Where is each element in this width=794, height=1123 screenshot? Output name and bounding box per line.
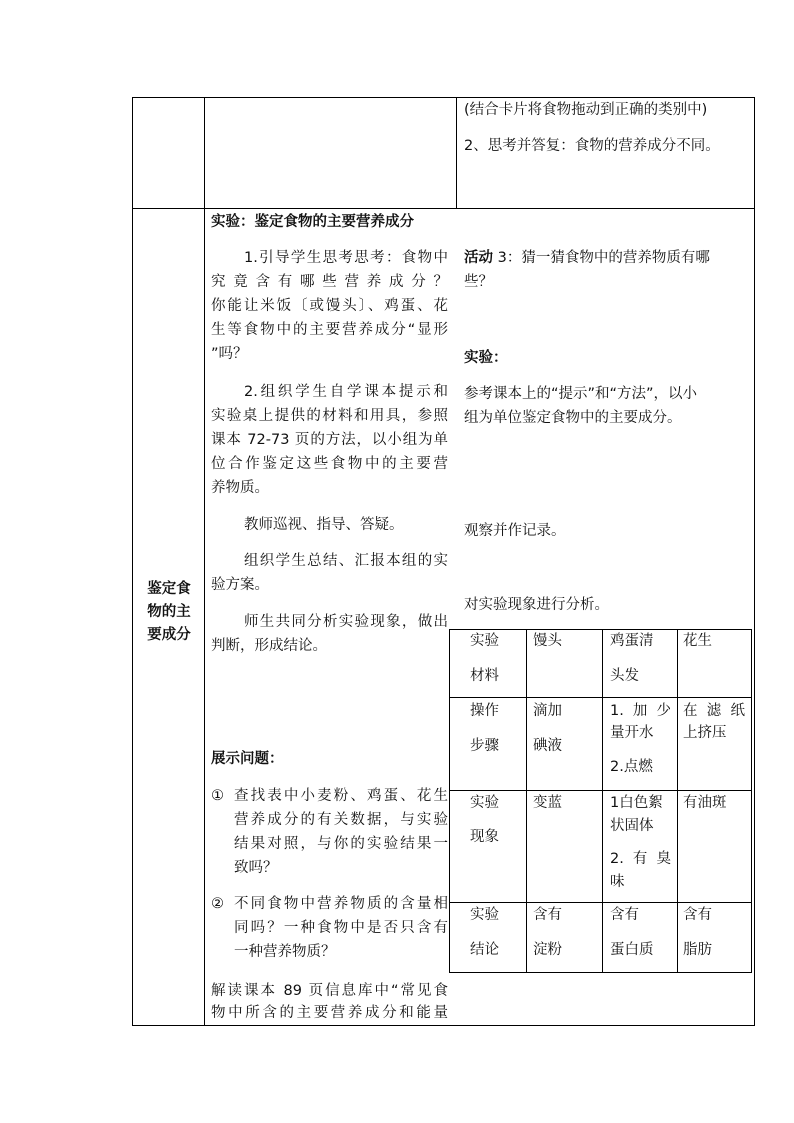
section-label [136,578,202,647]
teacher-p3: 教师巡视、指导、答疑。 [244,517,404,533]
q2-marker: ② [211,896,224,912]
cell-text: 2.有臭 [610,851,671,867]
teacher-heading: 实验：鉴定食物的主要营养成分 [211,214,414,230]
top-student-line-1: (结合卡片将食物拖动到正确的类别中) [464,102,708,118]
experiment-text-line: 参考课本上的“提示”和“方法”，以小 [464,386,698,402]
observe-text: 观察并作记录。 [464,523,566,539]
q1-marker: ① [211,788,224,804]
cell-text: 上挤压 [683,725,727,741]
teacher-p1-line: 1.引导学生思考思考：食物中 [244,250,448,266]
teacher-p5-line: 判断，形成结论。 [211,638,327,654]
inner-table-vline [602,629,603,973]
cell-text: 有油斑 [683,795,727,811]
activity-label: 活动 [464,250,493,266]
cell-text: 步骤 [470,738,499,754]
activity-text: 3：猜一猜食物中的营养物质有哪 [493,250,710,266]
teacher-p2-line: 实验桌上提供的材料和用具，参照 [211,408,448,424]
cell-text: 味 [610,874,625,890]
teacher-p2-line: 2.组织学生自学课本提示和 [244,384,448,400]
table-left-border [132,97,133,1026]
analyze-text: 对实验现象进行分析。 [464,597,609,613]
table-top-border [132,97,754,98]
teacher-last-line: 物中所含的主要营养成分和能量 [211,1005,448,1021]
teacher-p1-line: 你能让米饭〔或馒头〕、鸡蛋、花 [211,298,448,314]
cell-text: 蛋白质 [610,942,654,958]
teacher-p5-line: 师生共同分析实验现象，做出 [244,614,448,630]
inner-table-vline [449,629,450,973]
teacher-p2-line: 课本 72-73 页的方法，以小组为单 [211,432,448,448]
experiment-heading: 实验： [464,350,508,366]
section-label-line: 鉴定食 [147,581,191,597]
cell-text: 1白色絮 [610,795,663,811]
cell-text: 脂肪 [683,942,712,958]
q2-line: 同吗？一种食物中是否只含有 [234,920,448,936]
teacher-p1-line: 生等食物中的主要营养成分“显形 [211,322,448,338]
cell-text: 碘液 [533,738,562,754]
section-label-line: 物的主 [147,604,191,620]
cell-text: 结论 [470,942,499,958]
cell-text: 在滤纸 [683,703,745,719]
teacher-p1-line: 究竟含有哪些营养成分？ [211,274,448,290]
activity-line-1 [464,247,710,270]
section-label-line: 要成分 [147,627,191,643]
inner-table-vline [526,629,527,973]
cell-text: 滴加 [533,703,562,719]
teacher-p2-line: 养物质。 [211,480,269,496]
experiment-text-line: 组为单位鉴定食物中的主要成分。 [464,410,682,426]
cell-text: 实验 [470,907,499,923]
inner-table-hline [449,902,751,903]
cell-text: 头发 [610,668,639,684]
q2-line: 不同食物中营养物质的含量相 [234,896,448,912]
cell-text: 2.点燃 [610,759,653,775]
q1-line: 营养成分的有关数据，与实验 [234,812,448,828]
table-row-divider [132,208,754,209]
cell-text: 变蓝 [533,795,562,811]
cell-text: 实验 [470,795,499,811]
inner-table-hline [449,697,751,698]
cell-text: 含有 [610,907,639,923]
inner-table-vline [677,629,678,973]
cell-text: 1.加少 [610,703,671,719]
cell-text: 现象 [470,829,499,845]
cell-text: 状固体 [610,818,654,834]
cell-text: 鸡蛋清 [610,633,654,649]
teacher-p4-line: 组织学生总结、汇报本组的实 [244,553,448,569]
q1-line: 致吗？ [234,860,278,876]
cell-text: 操作 [470,703,499,719]
table-bottom-border [132,1025,754,1026]
activity-line-2: 些？ [464,274,493,290]
q1-line: 查找表中小麦粉、鸡蛋、花生 [234,788,448,804]
table-col-divider-1 [204,97,205,1026]
teacher-p4-line: 验方案。 [211,577,269,593]
cell-text: 花生 [683,633,712,649]
cell-text: 材料 [470,668,499,684]
inner-table-vline [751,629,752,973]
teacher-last-line: 解读课本 89 页信息库中“常见食 [211,983,448,999]
table-col-divider-2 [456,97,457,209]
top-student-line-2: 2、思考并答复：食物的营养成分不同。 [464,138,720,154]
teacher-p2-line: 位合作鉴定这些食物中的主要营 [211,456,448,472]
q1-line: 结果对照，与你的实验结果一 [234,836,448,852]
cell-text: 淀粉 [533,942,562,958]
cell-text: 馒头 [533,633,562,649]
inner-table-hline [449,972,751,973]
cell-text: 实验 [470,633,499,649]
cell-text: 量开水 [610,725,654,741]
table-right-border [754,97,755,1026]
cell-text: 含有 [683,907,712,923]
show-heading: 展示问题： [211,751,284,767]
teacher-p1-line: ”吗？ [211,346,248,362]
inner-table-hline [449,790,751,791]
cell-text: 含有 [533,907,562,923]
q2-line: 一种营养物质？ [234,944,336,960]
